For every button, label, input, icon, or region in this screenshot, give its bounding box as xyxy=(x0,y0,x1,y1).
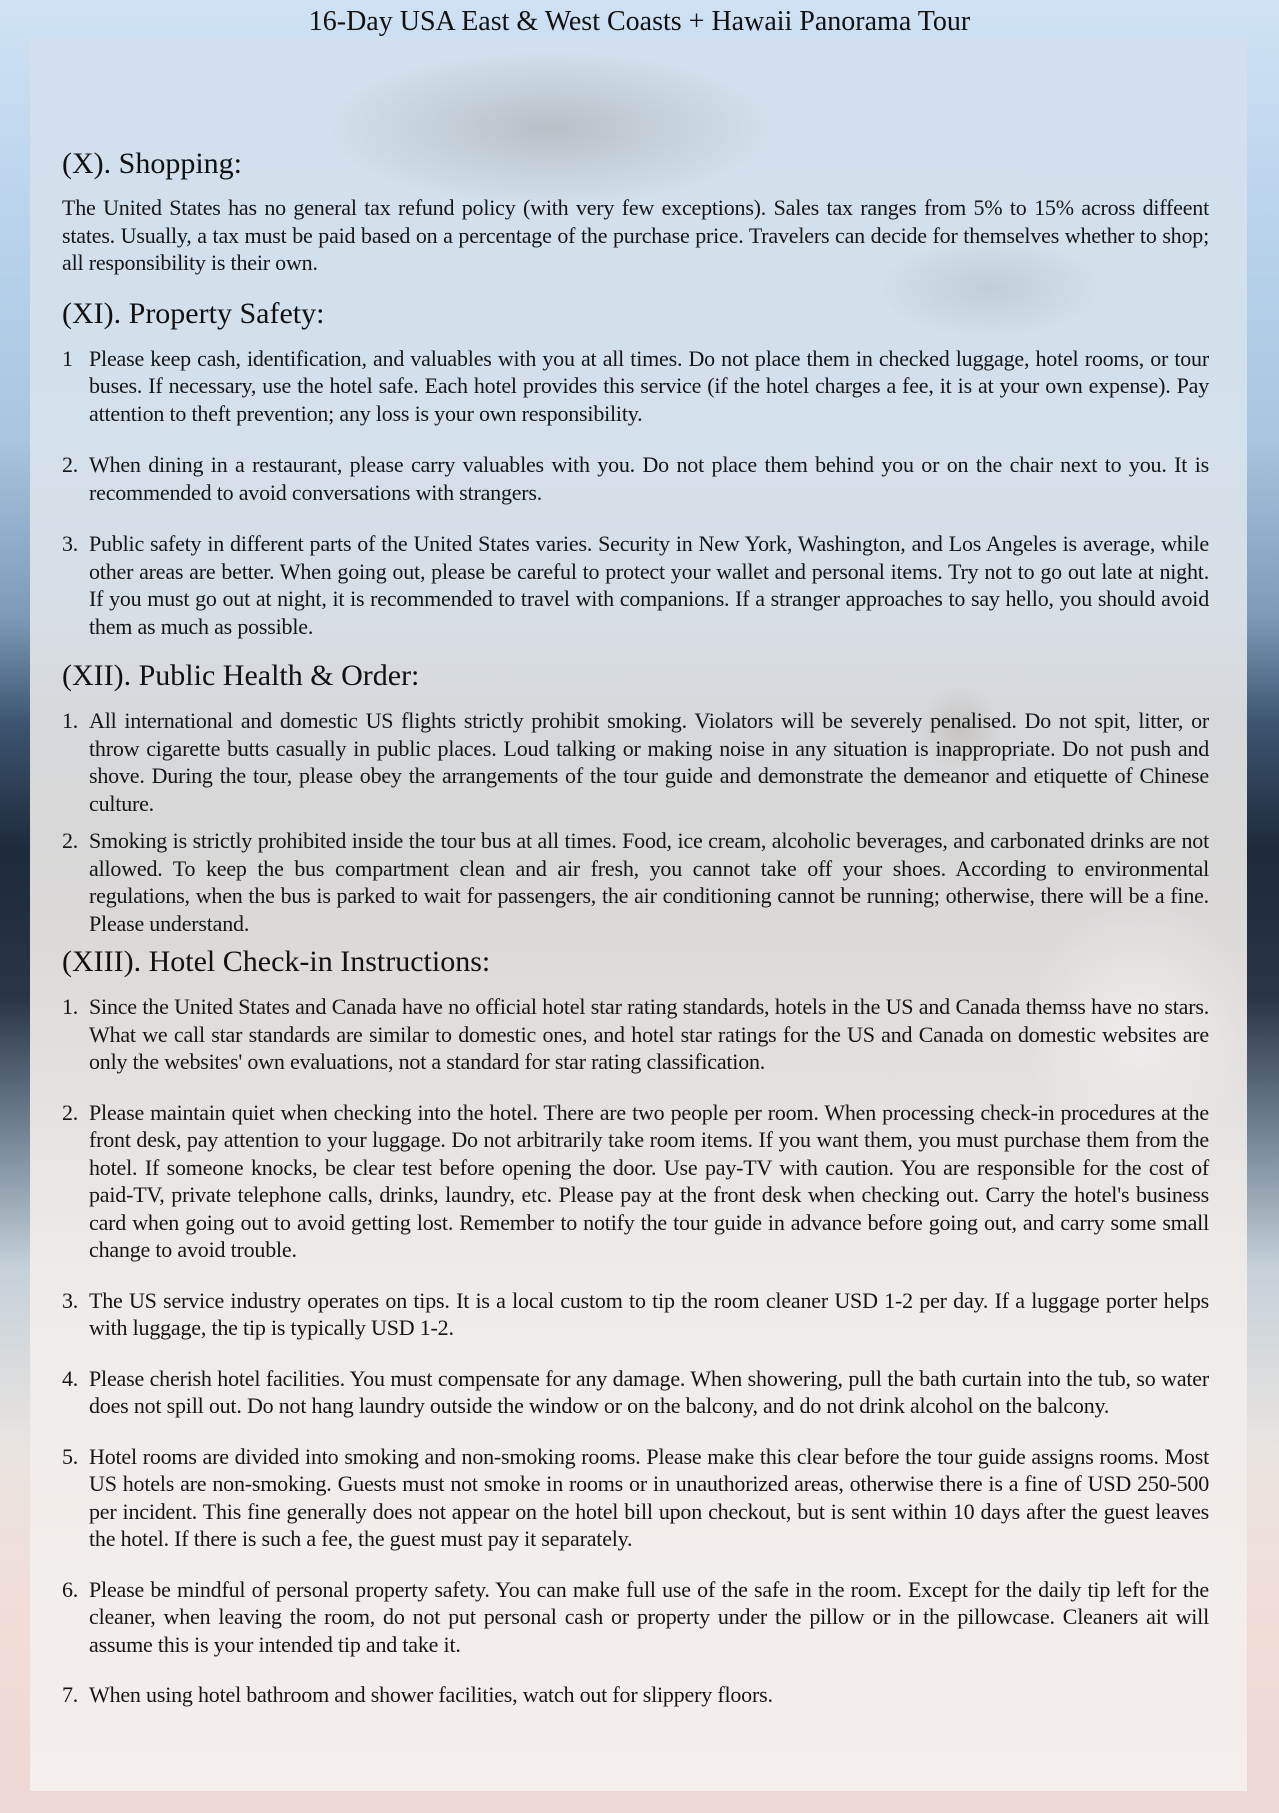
list-item xyxy=(62,1287,1209,1342)
item-text: Please cherish hotel facilities. You must compensate for any damage. When showering, pull the bath curtain into the tub, so water does not spill out. Do not hang laundry outside the window or on the balcony, and do not drink alcohol on the balcony. xyxy=(89,1365,1209,1418)
item-text: Please maintain quiet when checking into the hotel. There are two people per room. When processing check-in procedures at the front desk, pay attention to your luggage. Do not arbitrarily take room items. If you want them, you must purchase them from the hotel. If someone knocks, be clear test before opening the door. Use pay-TV with caution. You are responsible for the cost of paid-TV, private telephone calls, drinks, laundry, etc. Please pay at the front desk when checking out. Carry the hotel's business card when going out to avoid getting lost. Remember to notify the tour guide in advance before going out, and carry some small change to avoid trouble. xyxy=(89,1099,1209,1262)
item-text: All international and domestic US flights strictly prohibit smoking. Violators will be severely penalised. Do not spit, litter, or throw cigarette butts casually in public places. Loud talking or making noise in any situation is inappropriate. Do not push and shove. During the tour, please obey the arrangements of the tour guide and demonstrate the demeanor and etiquette of Chinese culture. xyxy=(89,708,1209,816)
item-text: Public safety in different parts of the United States varies. Security in New York, Washington, and Los Angeles is average, while other areas are better. When going out, please be careful to protect your wallet and personal items. Try not to go out late at night. If you must go out at night, it is recommended to travel with companions. If a stranger approaches to say hello, you should avoid them as much as possible. xyxy=(89,531,1209,639)
list-item xyxy=(62,345,1209,428)
section-heading: (XIII). Hotel Check-in Instructions: xyxy=(62,945,491,978)
section-shopping xyxy=(62,146,1209,277)
list-item xyxy=(62,827,1209,937)
list-item xyxy=(62,1365,1209,1420)
item-number: 2. xyxy=(62,828,79,853)
item-text: Since the United States and Canada have no official hotel star rating standards, hotels in the US and Canada themss have no stars. What we call star standards are similar to domestic ones, and hotel star ratings for the US and Canada on domestic websites are only the websites' own evaluations, not a standard for star rating classification. xyxy=(89,994,1209,1074)
item-number: 4. xyxy=(62,1365,79,1391)
item-number: 1. xyxy=(62,994,79,1019)
item-text: Hotel rooms are divided into smoking and non-smoking rooms. Please make this clear before the tour guide assigns rooms. Most US hotels are non-smoking. Guests must not smoke in rooms or in unauthorized areas, otherwise there is a fine of USD 250-500 per incident. This fine generally does not appear on the hotel bill upon checkout, but is sent within 10 days after the guest leaves the hotel. If there is such a fee, the guest must pay it separately. xyxy=(89,1443,1209,1551)
list-item xyxy=(62,993,1209,1076)
section-public-health xyxy=(62,658,1209,937)
item-number: 1 xyxy=(62,345,73,371)
item-number: 1. xyxy=(62,708,79,733)
item-text: When using hotel bathroom and shower facilities, watch out for slippery floors. xyxy=(89,1682,773,1707)
item-number: 2. xyxy=(62,1099,79,1125)
item-text: Please be mindful of personal property safety. You can make full use of the safe in the room. Except for the daily tip left for the cleaner, when leaving the room, do not put personal cash or property under the pillow or in the pillowcase. Cleaners ait will assume this is your intended tip and take it. xyxy=(89,1576,1209,1657)
section-heading: (XII). Public Health & Order: xyxy=(62,659,420,692)
item-number: 3. xyxy=(62,1287,79,1313)
item-text: The US service industry operates on tips. It is a local custom to tip the room cleaner USD 1-2 per day. If a luggage porter helps with luggage, the tip is typically USD 1-2. xyxy=(89,1287,1209,1340)
list-item xyxy=(62,1681,1209,1709)
item-text: When dining in a restaurant, please carry valuables with you. Do not place them behind you or on the chair next to you. It is recommended to avoid conversations with strangers. xyxy=(89,452,1209,505)
list-item xyxy=(62,1099,1209,1264)
list-item xyxy=(62,1576,1209,1659)
item-number: 2. xyxy=(62,452,79,477)
item-number: 7. xyxy=(62,1682,79,1707)
list-item xyxy=(62,1443,1209,1553)
item-number: 6. xyxy=(62,1576,79,1602)
content-panel xyxy=(30,38,1247,1791)
item-number: 5. xyxy=(62,1443,79,1469)
list-item xyxy=(62,707,1209,817)
item-text: Please keep cash, identification, and valuables with you at all times. Do not place them in checked luggage, hotel rooms, or tour buses. If necessary, use the hotel safe. Each hotel provides this service (if the hotel charges a fee, it is at your own expense). Pay attention to theft prevention; any loss is your own responsibility. xyxy=(89,345,1209,426)
document-title: 16-Day USA East & West Coasts + Hawaii Panorama Tour xyxy=(308,6,971,37)
list-item xyxy=(62,530,1209,640)
list-item xyxy=(62,451,1209,506)
shopping-paragraph: The United States has no general tax refund policy (with very few exceptions). Sales tax ranges from 5% to 15% across diffeent states. Usually, a tax must be paid based on a percentage of the purchase price. Travelers can decide for themselves whether to shop; all responsibility is their own. xyxy=(62,195,1209,275)
section-hotel-check-in xyxy=(62,944,1209,1709)
section-heading: (X). Shopping: xyxy=(62,147,242,180)
item-text: Smoking is strictly prohibited inside the tour bus at all times. Food, ice cream, alcoholic beverages, and carbonated drinks are not allowed. To keep the bus compartment clean and air fresh, you cannot take off your shoes. According to environmental regulations, when the bus is parked to wait for passengers, the air conditioning cannot be running; otherwise, there will be a fine. Please understand. xyxy=(89,828,1209,936)
section-property-safety xyxy=(62,296,1209,641)
item-number: 3. xyxy=(62,531,79,556)
section-heading: (XI). Property Safety: xyxy=(62,296,325,330)
